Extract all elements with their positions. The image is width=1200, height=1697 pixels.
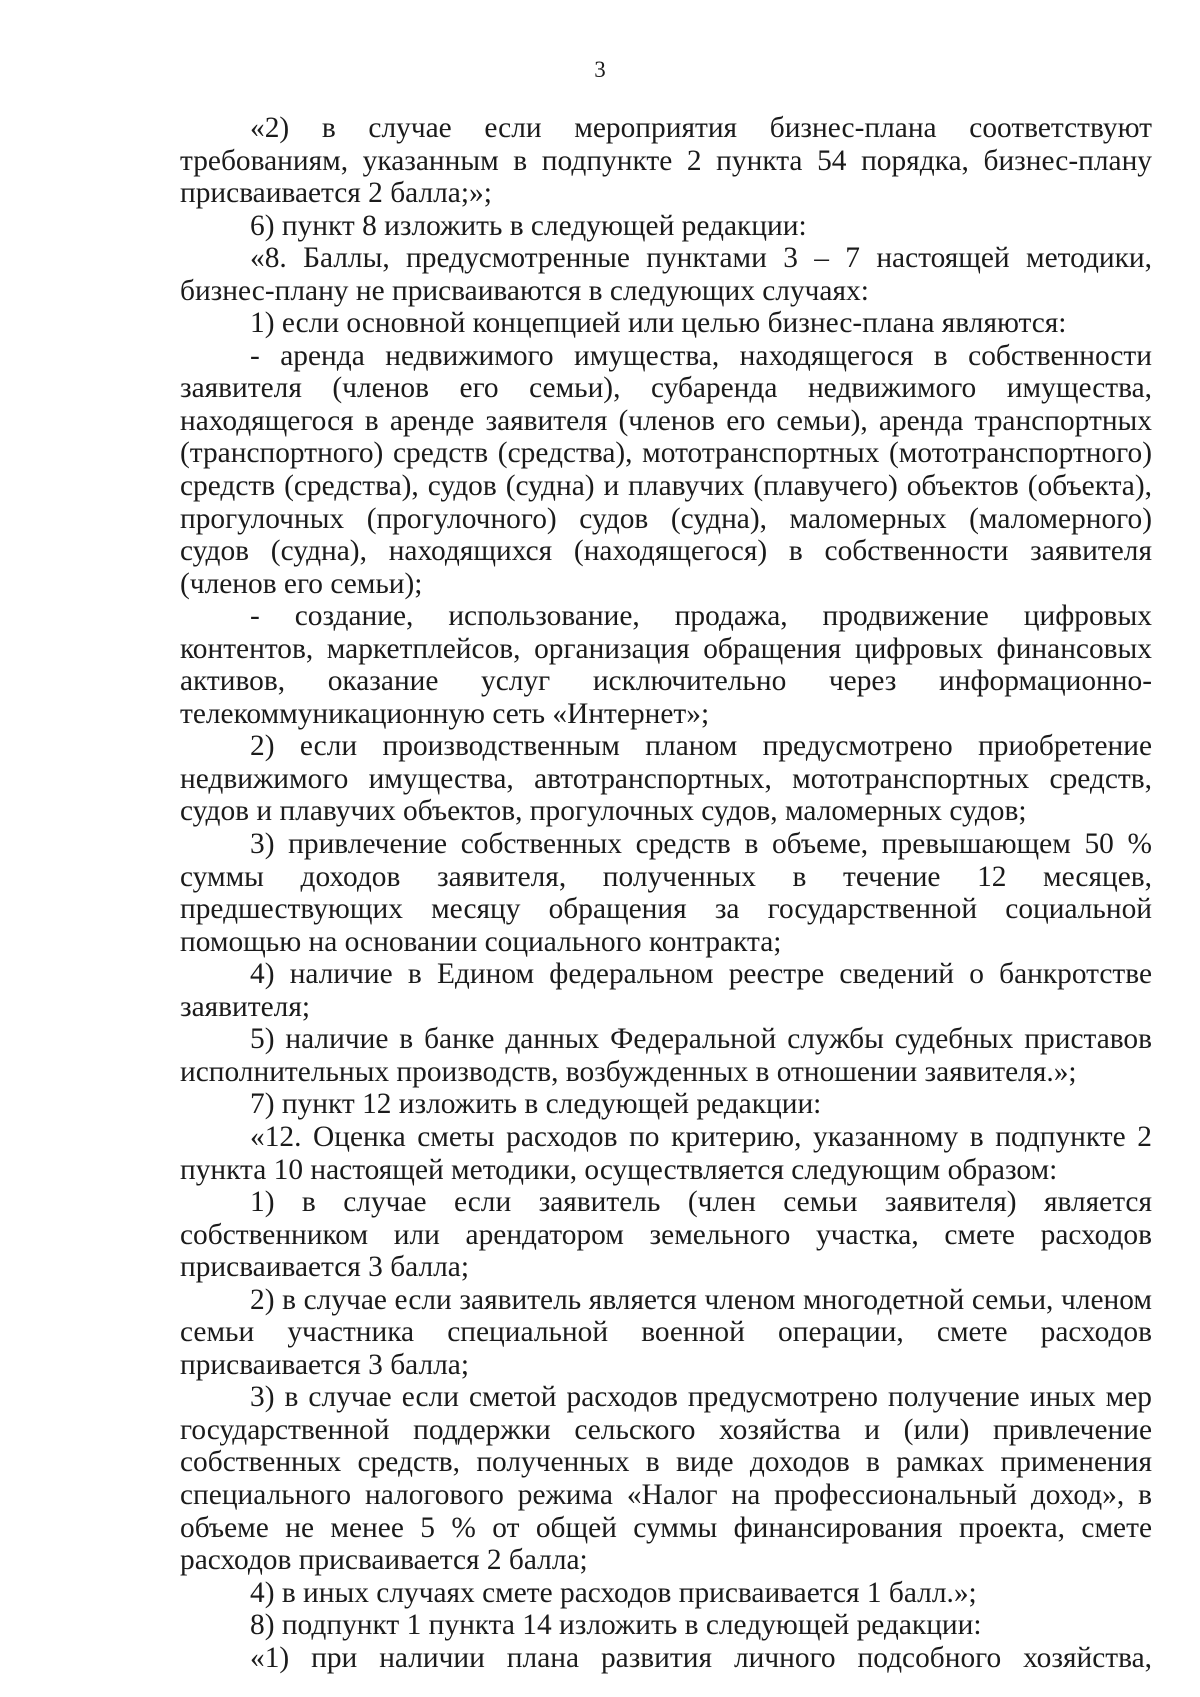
paragraph-subitem-2: 2) если производственным планом предусмотрено приобретение недвижимого имущества, автотранспортных, мототранспортных средств, судов и плавучих объектов, прогулочных судов, маломерных судов; <box>180 730 1152 828</box>
paragraph-subitem-1: 1) если основной концепцией или целью бизнес-плана являются: <box>250 307 1067 340</box>
paragraph-item-7: 7) пункт 12 изложить в следующей редакции: <box>250 1088 822 1121</box>
paragraph-estimate-2: 2) в случае если заявитель является членом многодетной семьи, членом семьи участника специальной военной операции, смете расходов присваивается 3 балла; <box>180 1283 1152 1381</box>
paragraph-subitem-3: 3) привлечение собственных средств в объеме, превышающем 50 % суммы доходов заявителя, полученных в течение 12 месяцев, предшествующих месяцу обращения за государственной социальной помощью на основании социального контракта; <box>180 828 1152 958</box>
paragraph-point-12: «12. Оценка сметы расходов по критерию, указанному в подпункте 2 пункта 10 настоящей методики, осуществляется следующим образом: <box>180 1120 1152 1186</box>
document-body <box>180 112 1152 1674</box>
paragraph-item-8: 8) подпункт 1 пункта 14 изложить в следующей редакции: <box>250 1609 982 1642</box>
paragraph-2-balla: «2) в случае если мероприятия бизнес-плана соответствуют требованиям, указанным в подпункте 2 пункта 54 порядка, бизнес-плану присваивается 2 балла;»; <box>180 112 1152 210</box>
paragraph-subitem-5: 5) наличие в банке данных Федеральной службы судебных приставов исполнительных производств, возбужденных в отношении заявителя.»; <box>180 1023 1152 1088</box>
paragraph-subitem-4: 4) наличие в Едином федеральном реестре сведений о банкротстве заявителя; <box>180 958 1152 1023</box>
paragraph-dash-digital: - создание, использование, продажа, продвижение цифровых контентов, маркетплейсов, организация обращения цифровых финансовых активов, оказание услуг исключительно через информационно-телекоммуникационную сеть «Интернет»; <box>180 600 1152 730</box>
paragraph-estimate-1: 1) в случае если заявитель (член семьи заявителя) является собственником или арендатором земельного участка, смете расходов присваивается 3 балла; <box>180 1186 1152 1284</box>
paragraph-point-8: «8. Баллы, предусмотренные пунктами 3 – 7 настоящей методики, бизнес-плану не присваиваются в следующих случаях: <box>180 242 1152 307</box>
paragraph-estimate-4: 4) в иных случаях смете расходов присваивается 1 балл.»; <box>250 1576 977 1609</box>
page-number: 3 <box>594 57 606 82</box>
paragraph-point-14-start: «1) при наличии плана развития личного подсобного хозяйства, <box>250 1641 1152 1674</box>
paragraph-estimate-3: 3) в случае если сметой расходов предусмотрено получение иных мер государственной поддержки сельского хозяйства и (или) привлечение собственных средств, полученных в виде доходов в рамках применения специального налогового режима «Налог на профессиональный доход», в объеме не менее 5 % от общей суммы финансирования проекта, смете расходов присваивается 2 балла; <box>180 1381 1152 1577</box>
paragraph-item-6: 6) пункт 8 изложить в следующей редакции: <box>250 209 807 242</box>
paragraph-dash-arenda: - аренда недвижимого имущества, находящегося в собственности заявителя (членов его семьи), субаренда недвижимого имущества, находящегося в аренде заявителя (членов его семьи), аренда транспортных (транспортного) средств (средства), мототранспортных (мототранспортного) средств (средства), судов (судна) и плавучих (плавучего) объектов (объекта), прогулочных (прогулочного) судов (судна), маломерных (маломерного) судов (судна), находящихся (находящегося) в собственности заявителя (членов его семьи); <box>180 339 1152 600</box>
